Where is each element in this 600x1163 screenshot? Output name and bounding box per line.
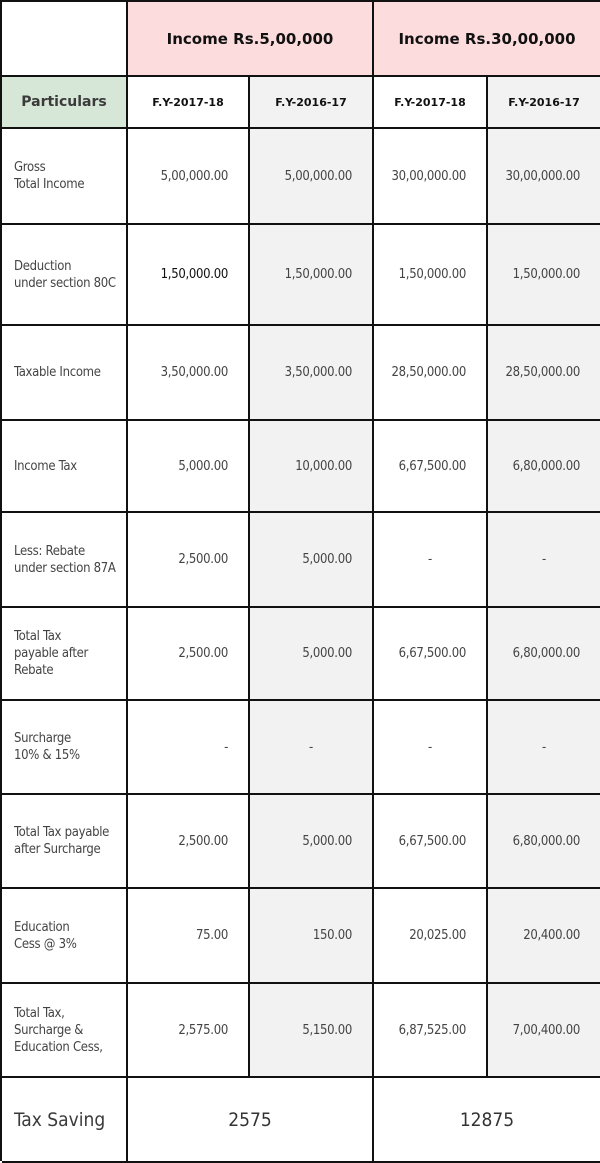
value-cell: 5,000.00 [250, 513, 374, 608]
tax-saving-label: Tax Saving [2, 1078, 128, 1163]
particulars-header: Particulars [2, 77, 128, 129]
value-cell: - [250, 701, 374, 795]
value-cell: 30,00,000.00 [374, 129, 488, 225]
row-label: Surcharge 10% & 15% [2, 701, 128, 795]
value-cell: 20,400.00 [488, 889, 600, 984]
value-cell: 3,50,000.00 [250, 326, 374, 421]
tax-saving-value-5-lakh: 2575 [128, 1078, 374, 1163]
value-cell: 6,80,000.00 [488, 421, 600, 513]
value-cell: 5,000.00 [250, 795, 374, 889]
value-cell: 7,00,400.00 [488, 984, 600, 1078]
value-cell: 3,50,000.00 [128, 326, 250, 421]
row-label: Education Cess @ 3% [2, 889, 128, 984]
empty-corner-cell [2, 2, 128, 77]
value-cell: 75.00 [128, 889, 250, 984]
fy-header-cell: F.Y-2017-18 [128, 77, 250, 129]
row-label: Income Tax [2, 421, 128, 513]
value-cell: 5,00,000.00 [250, 129, 374, 225]
income-30-lakh-header: Income Rs.30,00,000 [374, 2, 600, 77]
value-cell: 5,000.00 [128, 421, 250, 513]
value-cell: 1,50,000.00 [128, 225, 250, 326]
value-cell: 2,500.00 [128, 608, 250, 701]
value-cell: 2,500.00 [128, 513, 250, 608]
value-cell: 28,50,000.00 [374, 326, 488, 421]
value-cell: 1,50,000.00 [488, 225, 600, 326]
value-cell: - [488, 701, 600, 795]
value-cell: 5,150.00 [250, 984, 374, 1078]
value-cell: 5,00,000.00 [128, 129, 250, 225]
value-cell: 6,80,000.00 [488, 608, 600, 701]
value-cell: - [374, 513, 488, 608]
value-cell: 28,50,000.00 [488, 326, 600, 421]
value-cell: 1,50,000.00 [374, 225, 488, 326]
value-cell: - [488, 513, 600, 608]
row-label: Less: Rebate under section 87A [2, 513, 128, 608]
value-cell: 150.00 [250, 889, 374, 984]
row-label: Total Tax payable after Rebate [2, 608, 128, 701]
value-cell: 2,575.00 [128, 984, 250, 1078]
value-cell: - [374, 701, 488, 795]
fy-header-cell: F.Y-2016-17 [488, 77, 600, 129]
fy-header-cell: F.Y-2016-17 [250, 77, 374, 129]
value-cell: 2,500.00 [128, 795, 250, 889]
value-cell: 6,87,525.00 [374, 984, 488, 1078]
row-label: Gross Total Income [2, 129, 128, 225]
tax-saving-value-30-lakh: 12875 [374, 1078, 600, 1163]
fy-header-cell: F.Y-2017-18 [374, 77, 488, 129]
row-label: Total Tax payable after Surcharge [2, 795, 128, 889]
value-cell: 6,67,500.00 [374, 608, 488, 701]
row-label: Deduction under section 80C [2, 225, 128, 326]
value-cell: 20,025.00 [374, 889, 488, 984]
row-label: Taxable Income [2, 326, 128, 421]
income-5-lakh-header: Income Rs.5,00,000 [128, 2, 374, 77]
value-cell: - [128, 701, 250, 795]
value-cell: 1,50,000.00 [250, 225, 374, 326]
value-cell: 5,000.00 [250, 608, 374, 701]
value-cell: 10,000.00 [250, 421, 374, 513]
value-cell: 6,67,500.00 [374, 795, 488, 889]
value-cell: 30,00,000.00 [488, 129, 600, 225]
value-cell: 6,67,500.00 [374, 421, 488, 513]
value-cell: 6,80,000.00 [488, 795, 600, 889]
row-label: Total Tax, Surcharge & Education Cess, [2, 984, 128, 1078]
